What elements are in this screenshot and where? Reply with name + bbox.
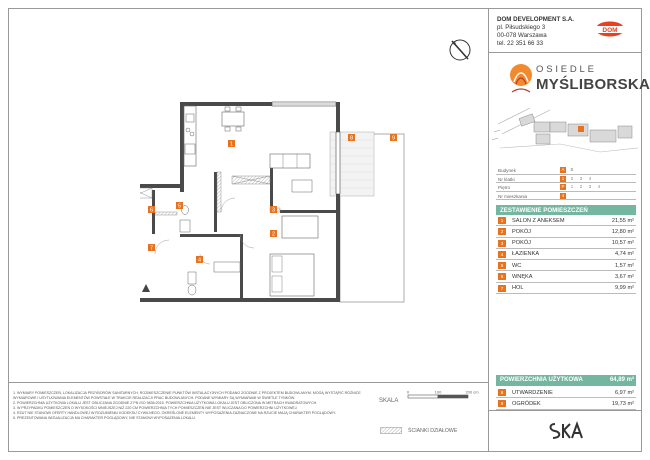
room-marker-label: 9: [391, 135, 396, 142]
site-key-plan: [490, 104, 640, 164]
dom-logo: [590, 16, 630, 42]
room-number: 4: [498, 251, 506, 258]
room-name: ŁAZIENKA: [512, 251, 540, 258]
info-cell: 3: [579, 175, 583, 181]
compass-icon: [446, 36, 474, 64]
room-name: HOL: [512, 285, 524, 292]
room-number: 9: [498, 400, 506, 407]
scale-tick-1: 100: [434, 389, 442, 395]
room-area: 12,80 m²: [611, 228, 634, 235]
room-number: 2: [498, 228, 506, 235]
unit-info-table: [496, 166, 636, 200]
room-row: [496, 271, 636, 282]
room-marker-label: 7: [149, 245, 154, 252]
room-marker-label: 4: [197, 257, 202, 264]
note-item: 3. W PRZYPADKU POMIESZCZEŃ O WYSOKOŚCI MNIEJSZEJ NIŻ 220 CM POWIERZCHNIA TYCH POMIESZCZEŃ NIE JEST WLICZANA DO POWIERZCHNI UŻYTKOWEJ.: [13, 405, 298, 410]
legend-label: ŚCIANKI DZIAŁOWE: [408, 428, 458, 434]
room-number: 5: [498, 262, 506, 269]
room-list-header: ZESTAWIENIE POMIESZCZEŃ: [496, 205, 636, 215]
room-row: [496, 283, 636, 294]
total-area-row: [496, 375, 636, 386]
room-area: 4,74 m²: [615, 251, 634, 258]
room-row: [496, 215, 636, 226]
room-number: 7: [498, 285, 506, 292]
room-number: 1: [498, 217, 506, 224]
info-row: [496, 175, 636, 184]
ska-logo: [545, 418, 587, 444]
partition-wall-swatch: [380, 427, 402, 434]
room-number: 6: [498, 273, 506, 280]
room-row: [496, 260, 636, 271]
estate-logo: [508, 62, 650, 102]
info-row: [496, 183, 636, 192]
room-name: SALON Z ANEKSEM: [512, 217, 565, 224]
room-number: 3: [498, 240, 506, 247]
info-cell: 4: [597, 184, 601, 190]
room-name: POKÓJ: [512, 228, 531, 235]
room-name: WC: [512, 262, 522, 269]
room-name: WNĘKA: [512, 273, 533, 280]
room-row: [496, 226, 636, 237]
estate-name-top: OSIEDLE: [536, 64, 597, 75]
floor-plan: [140, 94, 420, 306]
total-area-label: POWIERZCHNIA UŻYTKOWA: [500, 377, 583, 383]
room-marker-label: 8: [349, 135, 354, 142]
info-label: Nr klatki: [498, 176, 515, 182]
info-cell: 1: [570, 184, 574, 190]
room-name: OGRÓDEK: [512, 400, 541, 407]
info-cell: 2: [570, 175, 574, 181]
info-cell: A: [561, 167, 565, 172]
room-row: [496, 238, 636, 249]
info-row: [496, 192, 636, 201]
footer-divider: [489, 410, 642, 411]
room-marker-label: 2: [271, 231, 276, 238]
room-row: [496, 387, 636, 398]
room-marker-label: 5: [177, 203, 182, 210]
estate-name-bottom: MYŚLIBORSKA: [536, 76, 650, 93]
room-marker-label: 1: [229, 141, 234, 148]
info-cell: B: [570, 167, 574, 172]
scale-label: SKALA: [379, 398, 399, 404]
info-cell: 4: [561, 192, 565, 198]
info-label: Piętro: [498, 185, 511, 191]
room-area: 3,67 m²: [615, 273, 634, 280]
info-cell: 3: [588, 184, 592, 190]
developer-address: DOM DEVELOPMENT S.A. pl. Piłsudskiego 3 00-078 Warszawa tel. 22 351 66 33: [497, 16, 575, 47]
info-cell: 4: [588, 175, 592, 181]
scale-tick-2: 200 cm: [465, 389, 479, 395]
note-item: 5. PREZENTOWANA WIZUALIZACJA MA CHARAKTER POGLĄDOWY, NIE STANOWI WYPOSAŻENIA LOKALU.: [13, 415, 196, 420]
scale-tick-0: 0: [406, 389, 410, 395]
info-cell: 1: [561, 175, 565, 181]
estate-emblem-icon: [508, 62, 534, 96]
room-area: 6,97 m²: [615, 389, 634, 396]
room-area: 19,73 m²: [611, 400, 634, 407]
room-number: 8: [498, 389, 506, 396]
header-divider: [489, 52, 642, 53]
note-item: 1. WYMIARY POMIESZCZEŃ, LOKALIZACJA PRZYBORÓW SANITARNYCH, ROZMIESZCZENIE PUNKTÓW INSTALACYJNYCH PODANO ZGODNIE Z PROJEKTEM BUDOWLANYM. MOGĄ WYSTĄPIĆ RÓŻNICE WYMIAROWE I USYTUOWANIA ELEMENTÓW POWSTAŁE W TRAKCIE REALIZACJI PRAC BUDOWLANYCH. PODANE WYMIARY SĄ WYMIARAMI W ŚWIETLE TYNKÓW.: [13, 391, 361, 400]
notes-block: [13, 391, 367, 421]
room-row: [496, 398, 636, 409]
info-label: Nr mieszkania: [498, 193, 528, 199]
note-item: 4. RZUT NIE STANOWI OFERTY HANDLOWEJ W ROZUMIENIU KODEKSU CYWILNEGO. OKREŚLONE ELEMENTY WYPOSAŻENIA ZAZNACZONE NA RZUCIE MAJĄ CHARAKTER POGLĄDOWY.: [13, 410, 336, 415]
note-item: 2. POWIERZCHNIA UŻYTKOWA LOKALU JEST OBLICZANA ZGODNIE Z PN ISO 9836:2015. POWIERZCHNIA UŻYTKOWA LOKALU JEST OBLICZONA W METRACH KWADRATOWYCH.: [13, 400, 318, 405]
room-area: 21,55 m²: [611, 217, 634, 224]
info-row: [496, 166, 636, 175]
info-label: Budynek: [498, 168, 516, 173]
sidebar-divider: [488, 8, 489, 452]
total-area-value: 64,89 m²: [609, 377, 634, 383]
room-area: 9,99 m²: [615, 285, 634, 292]
room-area: 1,57 m²: [615, 262, 634, 269]
room-name: UTWARDZENIE: [512, 389, 553, 396]
info-cell: P: [561, 184, 565, 190]
outdoor-area-list: [496, 387, 636, 410]
room-row: [496, 249, 636, 260]
dom-logo-text: DOM: [602, 27, 618, 34]
room-name: POKÓJ: [512, 240, 531, 247]
notes-divider: [8, 382, 489, 383]
room-marker-label: 6: [149, 207, 154, 214]
info-cell: 2: [579, 184, 583, 190]
room-list: [496, 205, 636, 294]
room-marker-label: 3: [271, 207, 276, 214]
room-area: 10,57 m²: [611, 240, 634, 247]
